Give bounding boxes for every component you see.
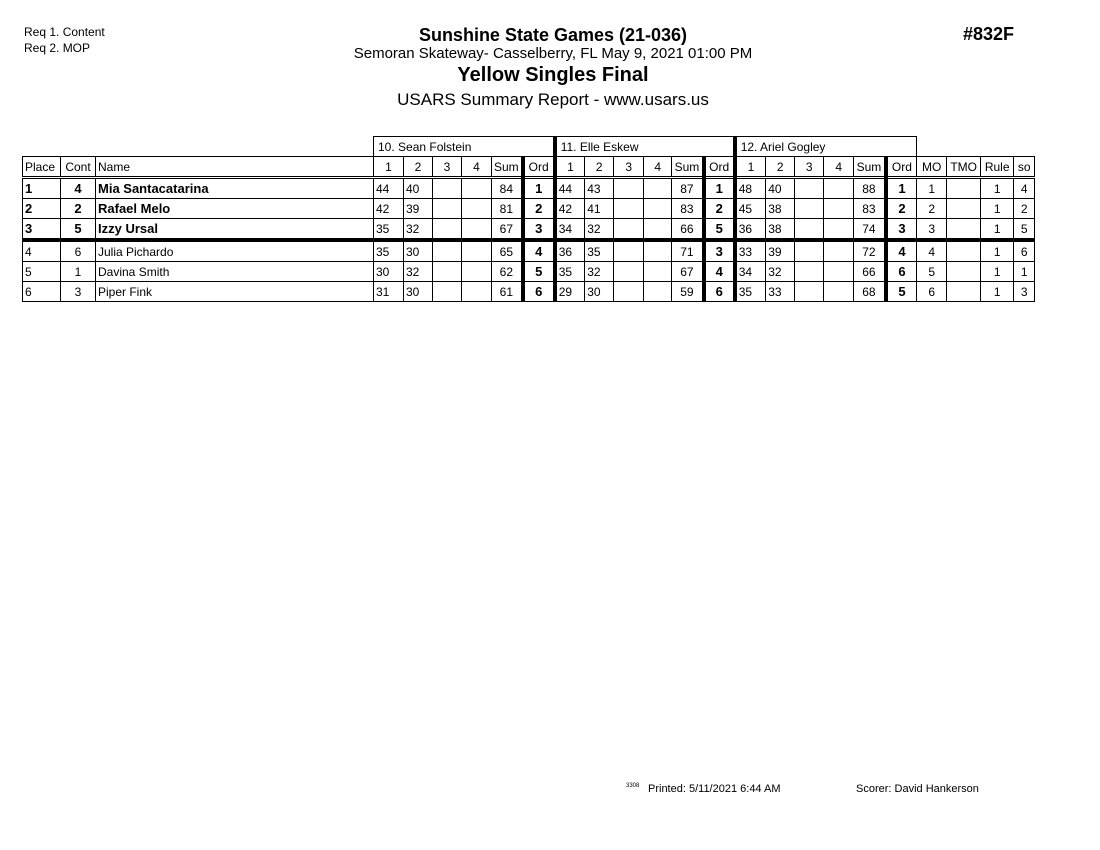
place: 3 [23,219,61,241]
judge-3-mark-1: 36 [735,219,766,241]
mo: 3 [917,219,947,241]
judge-1-mark-2: 32 [404,219,433,241]
judge-1-ordinal: 2 [523,199,555,219]
judge-1-mark-1: 35 [374,240,404,262]
header-mark: 3 [433,157,462,178]
header-mark: 2 [766,157,795,178]
header-mark: 1 [374,157,404,178]
judge-3-mark-1: 35 [735,282,766,302]
judge-2-mark-2: 32 [585,219,614,241]
judge-1-mark-3 [433,282,462,302]
judge-2-mark-1: 42 [555,199,585,219]
judge-3-mark-1: 34 [735,262,766,282]
judge-1-mark-1: 35 [374,219,404,241]
header-mark: 2 [404,157,433,178]
table-row [23,219,1035,241]
judge-2-mark-4 [644,199,672,219]
judge-2-mark-1: 44 [555,178,585,199]
judge-2-ordinal: 1 [704,178,735,199]
contestant-number: 1 [61,262,96,282]
place: 5 [23,262,61,282]
judge-name: 11. Elle Eskew [555,137,735,157]
judge-3-mark-2: 33 [766,282,795,302]
judge-1-ordinal: 1 [523,178,555,199]
judge-2-mark-4 [644,240,672,262]
judge-3-sum: 72 [854,240,886,262]
judge-1-mark-3 [433,178,462,199]
judge-3-mark-3 [795,240,824,262]
header-mark: 2 [585,157,614,178]
judge-2-mark-1: 36 [555,240,585,262]
judge-3-mark-4 [824,262,854,282]
judge-1-mark-4 [462,262,492,282]
judge-2-mark-2: 32 [585,262,614,282]
so: 5 [1014,219,1035,241]
header-name: Name [96,157,374,178]
judge-2-mark-4 [644,178,672,199]
rule: 1 [981,262,1014,282]
judge-3-mark-3 [795,219,824,241]
judge-3-mark-4 [824,240,854,262]
place: 6 [23,282,61,302]
judge-3-sum: 66 [854,262,886,282]
judge-1-sum: 81 [492,199,523,219]
requirement-2: Req 2. MOP [24,41,91,55]
header-so: so [1014,157,1035,178]
contestant-number: 6 [61,240,96,262]
judge-1-sum: 62 [492,262,523,282]
judge-3-ordinal: 2 [886,199,917,219]
event-code: #832F [963,24,1015,44]
judge-2-sum: 66 [672,219,704,241]
judge-1-sum: 65 [492,240,523,262]
judge-name: 12. Ariel Gogley [735,137,917,157]
rule: 1 [981,178,1014,199]
judge-3-mark-2: 38 [766,219,795,241]
results-table [22,136,1035,302]
judge-2-mark-3 [614,199,644,219]
judge-1-ordinal: 5 [523,262,555,282]
place: 4 [23,240,61,262]
header-mark: 4 [824,157,854,178]
judge-2-sum: 83 [672,199,704,219]
tmo [947,240,981,262]
judge-3-mark-2: 39 [766,240,795,262]
header-mark: Sum [492,157,523,178]
judge-3-ordinal: 6 [886,262,917,282]
judge-1-mark-2: 32 [404,262,433,282]
judge-1-sum: 84 [492,178,523,199]
mo: 2 [917,199,947,219]
judge-3-ordinal: 1 [886,178,917,199]
judge-2-mark-3 [614,178,644,199]
tmo [947,282,981,302]
table-row [23,240,1035,262]
judge-2-mark-3 [614,240,644,262]
judge-1-mark-2: 30 [404,240,433,262]
judge-2-mark-1: 35 [555,262,585,282]
judge-3-mark-1: 48 [735,178,766,199]
judge-2-mark-2: 30 [585,282,614,302]
judge-3-mark-3 [795,282,824,302]
table-row [23,282,1035,302]
rule: 1 [981,240,1014,262]
tmo [947,219,981,241]
judge-3-mark-1: 45 [735,199,766,219]
printed-date: Printed: 5/11/2021 6:44 AM [648,783,781,795]
so: 3 [1014,282,1035,302]
table-row [23,178,1035,199]
judge-3-mark-4 [824,178,854,199]
contestant-name: Julia Pichardo [96,240,374,262]
judge-2-mark-4 [644,282,672,302]
judge-2-mark-4 [644,219,672,241]
header-mark: 4 [644,157,672,178]
place: 2 [23,199,61,219]
judge-1-mark-1: 42 [374,199,404,219]
judge-1-mark-2: 30 [404,282,433,302]
header-cont: Cont [61,157,96,178]
table-row [23,199,1035,219]
contestant-name: Mia Santacatarina [96,178,374,199]
judge-1-mark-3 [433,240,462,262]
contestant-name: Rafael Melo [96,199,374,219]
judge-1-mark-4 [462,199,492,219]
judge-1-ordinal: 4 [523,240,555,262]
contestant-name: Davina Smith [96,262,374,282]
judge-name: 10. Sean Folstein [374,137,555,157]
judge-1-mark-4 [462,282,492,302]
judge-3-sum: 74 [854,219,886,241]
judge-3-mark-3 [795,262,824,282]
tmo [947,262,981,282]
so: 4 [1014,178,1035,199]
header-mark: Sum [854,157,886,178]
judge-1-mark-4 [462,219,492,241]
so: 1 [1014,262,1035,282]
judge-3-sum: 83 [854,199,886,219]
header-mo: MO [917,157,947,178]
judge-3-sum: 68 [854,282,886,302]
header-mark: Sum [672,157,704,178]
judge-1-mark-2: 39 [404,199,433,219]
rule: 1 [981,219,1014,241]
rule: 1 [981,282,1014,302]
judge-3-sum: 88 [854,178,886,199]
so: 2 [1014,199,1035,219]
judge-3-mark-3 [795,199,824,219]
judge-3-mark-2: 40 [766,178,795,199]
judge-3-mark-4 [824,282,854,302]
mo: 5 [917,262,947,282]
spacer [23,137,374,157]
report-title: USARS Summary Report - www.usars.us [397,90,709,109]
judge-2-ordinal: 5 [704,219,735,241]
header-tmo: TMO [947,157,981,178]
contestant-number: 2 [61,199,96,219]
judge-2-mark-3 [614,219,644,241]
judge-3-mark-2: 32 [766,262,795,282]
judge-3-ordinal: 3 [886,219,917,241]
judge-1-mark-1: 30 [374,262,404,282]
judge-2-ordinal: 3 [704,240,735,262]
judge-2-mark-3 [614,282,644,302]
event-name: Yellow Singles Final [457,64,649,86]
judge-2-mark-2: 43 [585,178,614,199]
judge-1-mark-4 [462,178,492,199]
judge-2-ordinal: 2 [704,199,735,219]
header-rule: Rule [981,157,1014,178]
judge-1-mark-3 [433,199,462,219]
judge-3-ordinal: 5 [886,282,917,302]
judge-1-mark-1: 31 [374,282,404,302]
judge-3-mark-4 [824,199,854,219]
judge-2-sum: 71 [672,240,704,262]
competition-title: Sunshine State Games (21-036) [418,25,688,45]
judge-1-mark-1: 44 [374,178,404,199]
header-mark: 3 [614,157,644,178]
judge-1-mark-3 [433,219,462,241]
judge-2-ordinal: 6 [704,282,735,302]
judge-2-mark-1: 34 [555,219,585,241]
judge-2-mark-3 [614,262,644,282]
tmo [947,199,981,219]
header-mark: 1 [555,157,585,178]
contestant-name: Izzy Ursal [96,219,374,241]
judge-1-sum: 67 [492,219,523,241]
judge-2-mark-2: 41 [585,199,614,219]
header-mark: 4 [462,157,492,178]
judge-3-mark-4 [824,219,854,241]
judge-3-mark-1: 33 [735,240,766,262]
judge-2-mark-1: 29 [555,282,585,302]
contestant-number: 4 [61,178,96,199]
judge-2-sum: 59 [672,282,704,302]
mo: 6 [917,282,947,302]
footer-code: 3308 [626,783,640,789]
judge-2-sum: 67 [672,262,704,282]
header-mark: Ord [523,157,555,178]
header-place: Place [23,157,61,178]
so: 6 [1014,240,1035,262]
mo: 1 [917,178,947,199]
table-row [23,262,1035,282]
header-mark: Ord [886,157,917,178]
place: 1 [23,178,61,199]
scorer: Scorer: David Hankerson [856,783,979,795]
header-mark: 3 [795,157,824,178]
judge-1-ordinal: 6 [523,282,555,302]
judge-3-ordinal: 4 [886,240,917,262]
contestant-name: Piper Fink [96,282,374,302]
judge-1-ordinal: 3 [523,219,555,241]
judge-2-sum: 87 [672,178,704,199]
venue-date: Semoran Skateway- Casselberry, FL May 9, 2021 01:00 PM [353,45,753,62]
judge-3-mark-3 [795,178,824,199]
judge-3-mark-2: 38 [766,199,795,219]
judge-2-ordinal: 4 [704,262,735,282]
mo: 4 [917,240,947,262]
tmo [947,178,981,199]
judge-2-mark-4 [644,262,672,282]
rule: 1 [981,199,1014,219]
contestant-number: 3 [61,282,96,302]
header-mark: 1 [735,157,766,178]
judge-1-mark-2: 40 [404,178,433,199]
header-mark: Ord [704,157,735,178]
judge-1-mark-4 [462,240,492,262]
contestant-number: 5 [61,219,96,241]
judge-2-mark-2: 35 [585,240,614,262]
judge-1-sum: 61 [492,282,523,302]
judge-1-mark-3 [433,262,462,282]
requirement-1: Req 1. Content [24,25,105,39]
